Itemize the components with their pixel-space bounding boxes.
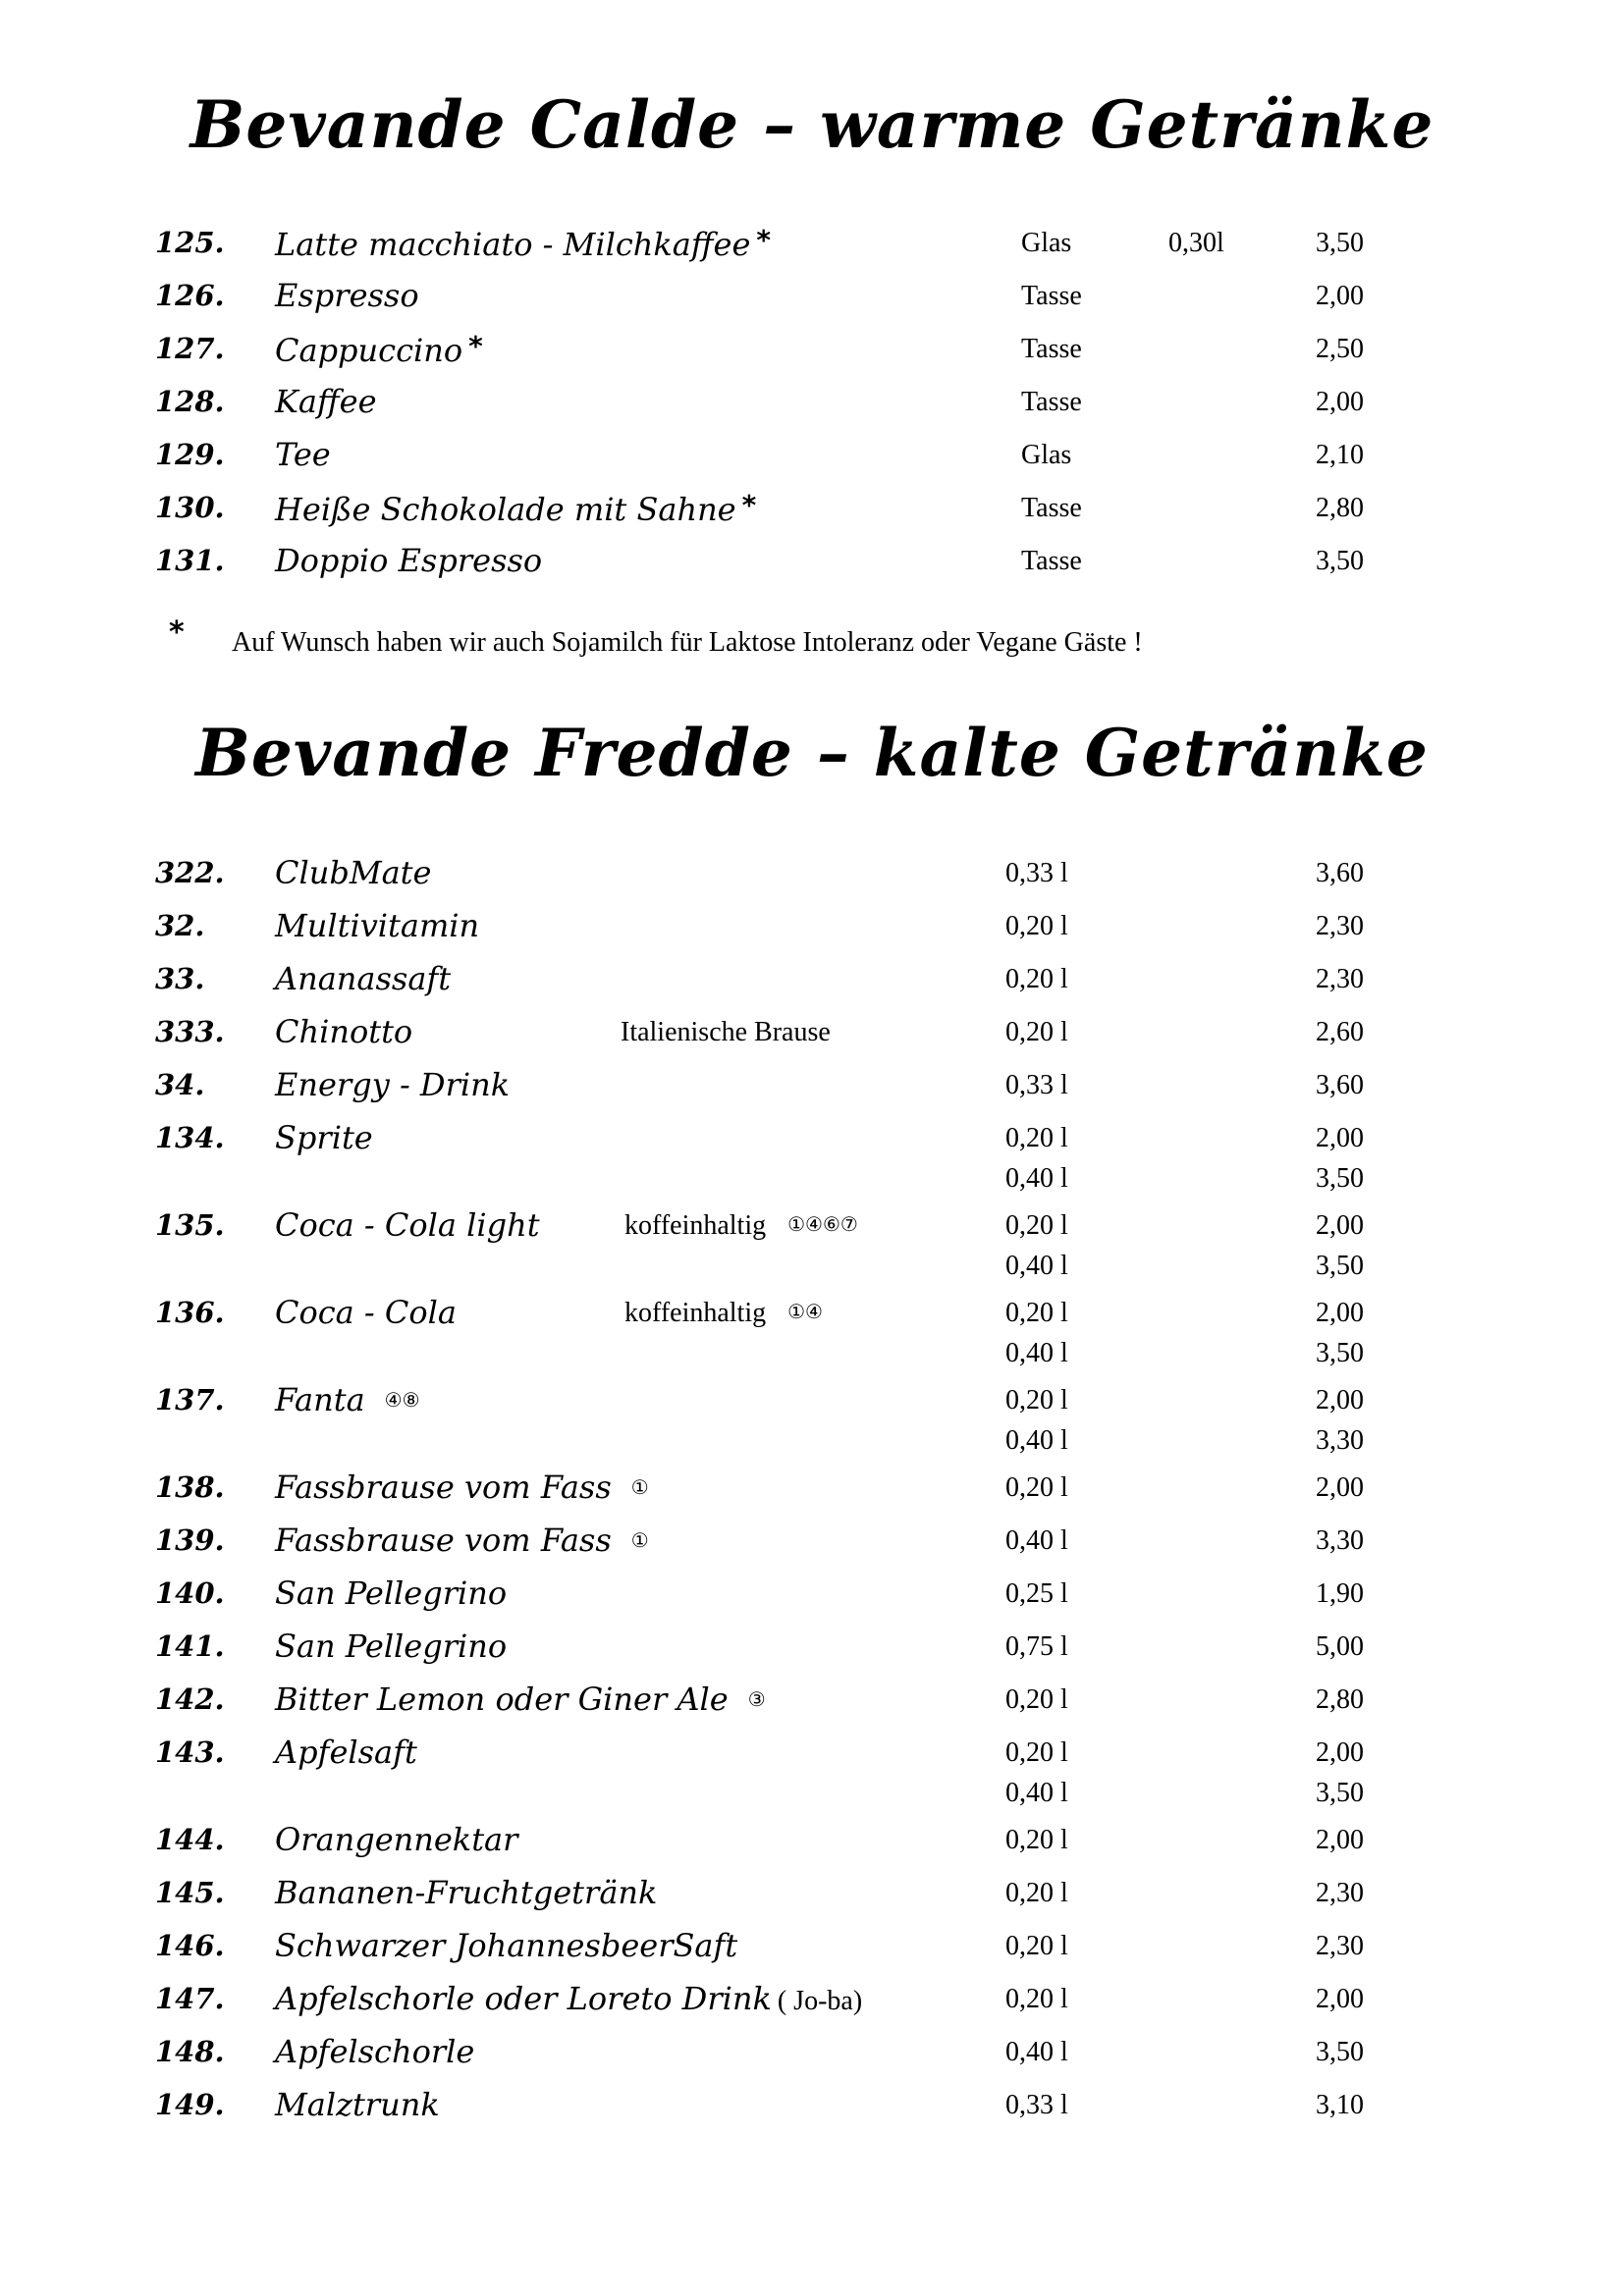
item-number: 126. xyxy=(155,279,225,312)
item-price: 3,60 xyxy=(1316,858,1364,888)
item-name xyxy=(275,383,377,420)
item-name-text: Tee xyxy=(275,436,331,473)
item-price: 2,60 xyxy=(1316,1017,1364,1047)
item-price: 2,80 xyxy=(1316,493,1364,523)
item-number: 128. xyxy=(155,385,225,418)
menu-row xyxy=(0,544,1624,591)
item-unit: Glas xyxy=(1021,440,1072,470)
item-volume: 0,40 l xyxy=(1005,1338,1068,1368)
item-volume: 0,20 l xyxy=(1005,911,1068,941)
item-unit: Tasse xyxy=(1021,387,1082,417)
item-price: 3,50 xyxy=(1316,228,1364,258)
item-price: 2,00 xyxy=(1316,1210,1364,1241)
item-name xyxy=(275,960,451,997)
item-number: 146. xyxy=(155,1929,225,1962)
item-name-text: Fanta xyxy=(275,1381,365,1418)
item-name-text: Fassbrause vom Fass xyxy=(275,1522,612,1559)
item-price: 1,90 xyxy=(1316,1578,1364,1609)
item-name xyxy=(275,907,479,944)
allergen-marks: ① xyxy=(630,1475,649,1499)
item-name-text: Latte macchiato - Milchkaffee xyxy=(275,226,751,263)
item-name xyxy=(275,1066,510,1103)
item-name xyxy=(275,1381,420,1418)
item-name xyxy=(275,1575,507,1612)
menu-row xyxy=(0,1015,1624,1062)
item-number: 131. xyxy=(155,544,225,577)
menu-row xyxy=(0,1823,1624,1870)
item-price: 2,80 xyxy=(1316,1684,1364,1715)
item-price: 2,00 xyxy=(1316,281,1364,311)
item-price: 2,50 xyxy=(1316,334,1364,364)
item-number: 134. xyxy=(155,1121,225,1154)
item-name-text: Coca - Cola xyxy=(275,1294,457,1331)
item-star: * xyxy=(756,224,772,256)
menu-row xyxy=(0,385,1624,432)
menu-row-extra-size xyxy=(0,1423,1624,1463)
menu-row xyxy=(0,1470,1624,1518)
item-volume: 0,20 l xyxy=(1005,1472,1068,1503)
item-name-text: Orangennektar xyxy=(275,1821,518,1858)
hot-drinks-title: Bevande Calde – warme Getränke xyxy=(189,86,1435,163)
item-volume: 0,40 l xyxy=(1005,1778,1068,1808)
item-volume: 0,25 l xyxy=(1005,1578,1068,1609)
item-price: 2,00 xyxy=(1316,1298,1364,1328)
item-description xyxy=(624,1298,823,1329)
item-description-text: Italienische Brause xyxy=(621,1017,831,1047)
item-star: * xyxy=(741,489,757,521)
menu-row xyxy=(0,1876,1624,1923)
item-number: 129. xyxy=(155,438,225,471)
item-name xyxy=(275,436,331,473)
item-volume: 0,40 l xyxy=(1005,1251,1068,1281)
item-name xyxy=(275,1522,649,1559)
item-volume: 0,40 l xyxy=(1005,2037,1068,2067)
item-price: 3,50 xyxy=(1316,2037,1364,2067)
item-volume: 0,20 l xyxy=(1005,1825,1068,1855)
item-price: 3,60 xyxy=(1316,1070,1364,1100)
item-price: 2,00 xyxy=(1316,1385,1364,1415)
item-volume: 0,20 l xyxy=(1005,1385,1068,1415)
item-volume: 0,20 l xyxy=(1005,1984,1068,2014)
item-number: 138. xyxy=(155,1470,225,1504)
item-price: 2,30 xyxy=(1316,1878,1364,1908)
item-name xyxy=(275,2086,440,2123)
item-volume: 0,33 l xyxy=(1005,858,1068,888)
item-number: 142. xyxy=(155,1682,225,1716)
menu-row xyxy=(0,491,1624,538)
menu-row xyxy=(0,962,1624,1009)
item-number: 33. xyxy=(155,962,205,995)
item-number: 143. xyxy=(155,1735,225,1769)
item-price: 2,00 xyxy=(1316,1737,1364,1768)
item-name-text: Apfelschorle xyxy=(275,2033,475,2070)
item-number: 136. xyxy=(155,1296,225,1329)
item-name-text: Multivitamin xyxy=(275,907,480,944)
item-price: 2,00 xyxy=(1316,1472,1364,1503)
item-volume: 0,75 l xyxy=(1005,1631,1068,1662)
menu-row xyxy=(0,1068,1624,1115)
menu-row xyxy=(0,2088,1624,2135)
item-price: 3,50 xyxy=(1316,1338,1364,1368)
item-price: 2,30 xyxy=(1316,964,1364,994)
item-number: 144. xyxy=(155,1823,225,1856)
item-price: 2,00 xyxy=(1316,1984,1364,2014)
item-price: 3,30 xyxy=(1316,1525,1364,1556)
item-name-text: Espresso xyxy=(275,277,419,314)
item-name-text: Apfelsaft xyxy=(275,1734,417,1771)
item-price: 2,30 xyxy=(1316,1931,1364,1961)
note-text: Auf Wunsch haben wir auch Sojamilch für Laktose Intoleranz oder Vegane Gäste ! xyxy=(232,627,1143,658)
item-number: 34. xyxy=(155,1068,205,1101)
item-name-text: Malztrunk xyxy=(275,2086,440,2123)
item-name-text: Heiße Schokolade mit Sahne xyxy=(275,491,736,528)
item-name-text: ClubMate xyxy=(275,854,432,891)
menu-row-extra-size xyxy=(0,1161,1624,1201)
item-name xyxy=(275,224,771,263)
menu-row xyxy=(0,1929,1624,1976)
item-name xyxy=(275,1927,737,1964)
item-unit: Tasse xyxy=(1021,334,1082,364)
item-price: 2,00 xyxy=(1316,1123,1364,1153)
menu-row-extra-size xyxy=(0,1249,1624,1288)
item-name-text: Apfelschorle oder Loreto Drink xyxy=(275,1980,772,2017)
item-name-text: Bananen-Fruchtgetränk xyxy=(275,1874,658,1911)
item-name xyxy=(275,1734,417,1771)
item-unit: Tasse xyxy=(1021,493,1082,523)
item-volume: 0,20 l xyxy=(1005,964,1068,994)
item-price: 2,00 xyxy=(1316,387,1364,417)
item-description xyxy=(621,1017,831,1048)
item-price: 3,50 xyxy=(1316,1163,1364,1194)
item-price: 2,00 xyxy=(1316,1825,1364,1855)
item-volume: 0,33 l xyxy=(1005,1070,1068,1100)
item-name xyxy=(275,1206,540,1244)
item-volume: 0,20 l xyxy=(1005,1298,1068,1328)
menu-row-extra-size xyxy=(0,1336,1624,1375)
item-volume: 0,40 l xyxy=(1005,1425,1068,1456)
item-name-text: Fassbrause vom Fass xyxy=(275,1468,612,1506)
item-number: 140. xyxy=(155,1576,225,1610)
menu-row xyxy=(0,1982,1624,2029)
item-name-text: Doppio Espresso xyxy=(275,542,543,579)
note-star: * xyxy=(169,615,185,650)
cold-drinks-title: Bevande Fredde – kalte Getränke xyxy=(195,715,1429,791)
item-name xyxy=(275,330,483,369)
item-name xyxy=(275,1294,457,1331)
allergen-marks: ①④ xyxy=(787,1300,823,1323)
item-description xyxy=(624,1210,858,1242)
item-number: 141. xyxy=(155,1629,225,1663)
item-name xyxy=(275,489,756,528)
menu-row xyxy=(0,1682,1624,1730)
item-number: 333. xyxy=(155,1015,225,1048)
item-price: 3,30 xyxy=(1316,1425,1364,1456)
item-volume: 0,20 l xyxy=(1005,1737,1068,1768)
item-name xyxy=(275,277,419,314)
item-number: 127. xyxy=(155,332,225,365)
item-price: 3,50 xyxy=(1316,1778,1364,1808)
item-number: 135. xyxy=(155,1208,225,1242)
item-name xyxy=(275,1821,517,1858)
item-volume: 0,40 l xyxy=(1005,1525,1068,1556)
item-volume: 0,33 l xyxy=(1005,2090,1068,2120)
item-description-text: koffeinhaltig xyxy=(624,1298,767,1328)
item-unit: Glas xyxy=(1021,228,1072,258)
item-name-text: Cappuccino xyxy=(275,332,463,369)
item-name xyxy=(275,542,542,579)
item-name xyxy=(275,854,431,891)
item-name xyxy=(275,1681,766,1718)
allergen-marks: ④⑧ xyxy=(384,1388,420,1412)
item-price: 3,50 xyxy=(1316,1251,1364,1281)
item-volume: 0,40 l xyxy=(1005,1163,1068,1194)
item-name xyxy=(275,1468,649,1506)
item-volume: 0,20 l xyxy=(1005,1017,1068,1047)
item-name xyxy=(275,1628,507,1665)
item-volume: 0,20 l xyxy=(1005,1684,1068,1715)
item-number: 125. xyxy=(155,226,225,259)
item-name xyxy=(275,2033,474,2070)
menu-row xyxy=(0,1576,1624,1624)
item-name xyxy=(275,1119,373,1156)
item-number: 32. xyxy=(155,909,205,942)
item-price: 2,10 xyxy=(1316,440,1364,470)
item-name-text: Schwarzer JohannesbeerSaft xyxy=(275,1927,738,1964)
menu-row xyxy=(0,438,1624,485)
allergen-marks: ③ xyxy=(747,1687,766,1711)
item-name-text: Ananassaft xyxy=(275,960,452,997)
menu-row xyxy=(0,226,1624,273)
item-name-text: San Pellegrino xyxy=(275,1575,508,1612)
menu-row-extra-size xyxy=(0,1776,1624,1815)
item-volume: 0,20 l xyxy=(1005,1123,1068,1153)
item-price: 5,00 xyxy=(1316,1631,1364,1662)
menu-row xyxy=(0,1523,1624,1571)
item-number: 139. xyxy=(155,1523,225,1557)
item-volume: 0,20 l xyxy=(1005,1210,1068,1241)
item-description-text: koffeinhaltig xyxy=(624,1210,767,1241)
item-unit: Tasse xyxy=(1021,546,1082,576)
menu-row xyxy=(0,1629,1624,1677)
item-number: 148. xyxy=(155,2035,225,2068)
item-name-text: Chinotto xyxy=(275,1013,413,1050)
item-number: 147. xyxy=(155,1982,225,2015)
menu-row xyxy=(0,2035,1624,2082)
item-unit: Tasse xyxy=(1021,281,1082,311)
allergen-marks: ①④⑥⑦ xyxy=(787,1212,858,1236)
item-extra: ( Jo-ba) xyxy=(777,1986,863,2016)
allergen-marks: ① xyxy=(630,1528,649,1552)
menu-row xyxy=(0,332,1624,379)
item-name xyxy=(275,1013,412,1050)
item-price: 3,10 xyxy=(1316,2090,1364,2120)
item-name-text: Bitter Lemon oder Giner Ale xyxy=(275,1681,729,1718)
item-star: * xyxy=(468,330,483,362)
item-number: 149. xyxy=(155,2088,225,2121)
item-volume: 0,20 l xyxy=(1005,1878,1068,1908)
item-name-text: San Pellegrino xyxy=(275,1628,508,1665)
item-name xyxy=(275,1874,657,1911)
item-number: 145. xyxy=(155,1876,225,1909)
menu-row xyxy=(0,909,1624,956)
item-price: 3,50 xyxy=(1316,546,1364,576)
item-number: 322. xyxy=(155,856,225,889)
item-number: 137. xyxy=(155,1383,225,1416)
item-name-text: Kaffee xyxy=(275,383,377,420)
item-name-text: Sprite xyxy=(275,1119,373,1156)
item-volume: 0,20 l xyxy=(1005,1931,1068,1961)
item-name xyxy=(275,1980,862,2017)
item-size: 0,30l xyxy=(1168,228,1224,258)
menu-row xyxy=(0,856,1624,903)
item-name-text: Energy - Drink xyxy=(275,1066,511,1103)
item-price: 2,30 xyxy=(1316,911,1364,941)
item-number: 130. xyxy=(155,491,225,524)
item-name-text: Coca - Cola light xyxy=(275,1206,540,1244)
menu-row xyxy=(0,279,1624,326)
